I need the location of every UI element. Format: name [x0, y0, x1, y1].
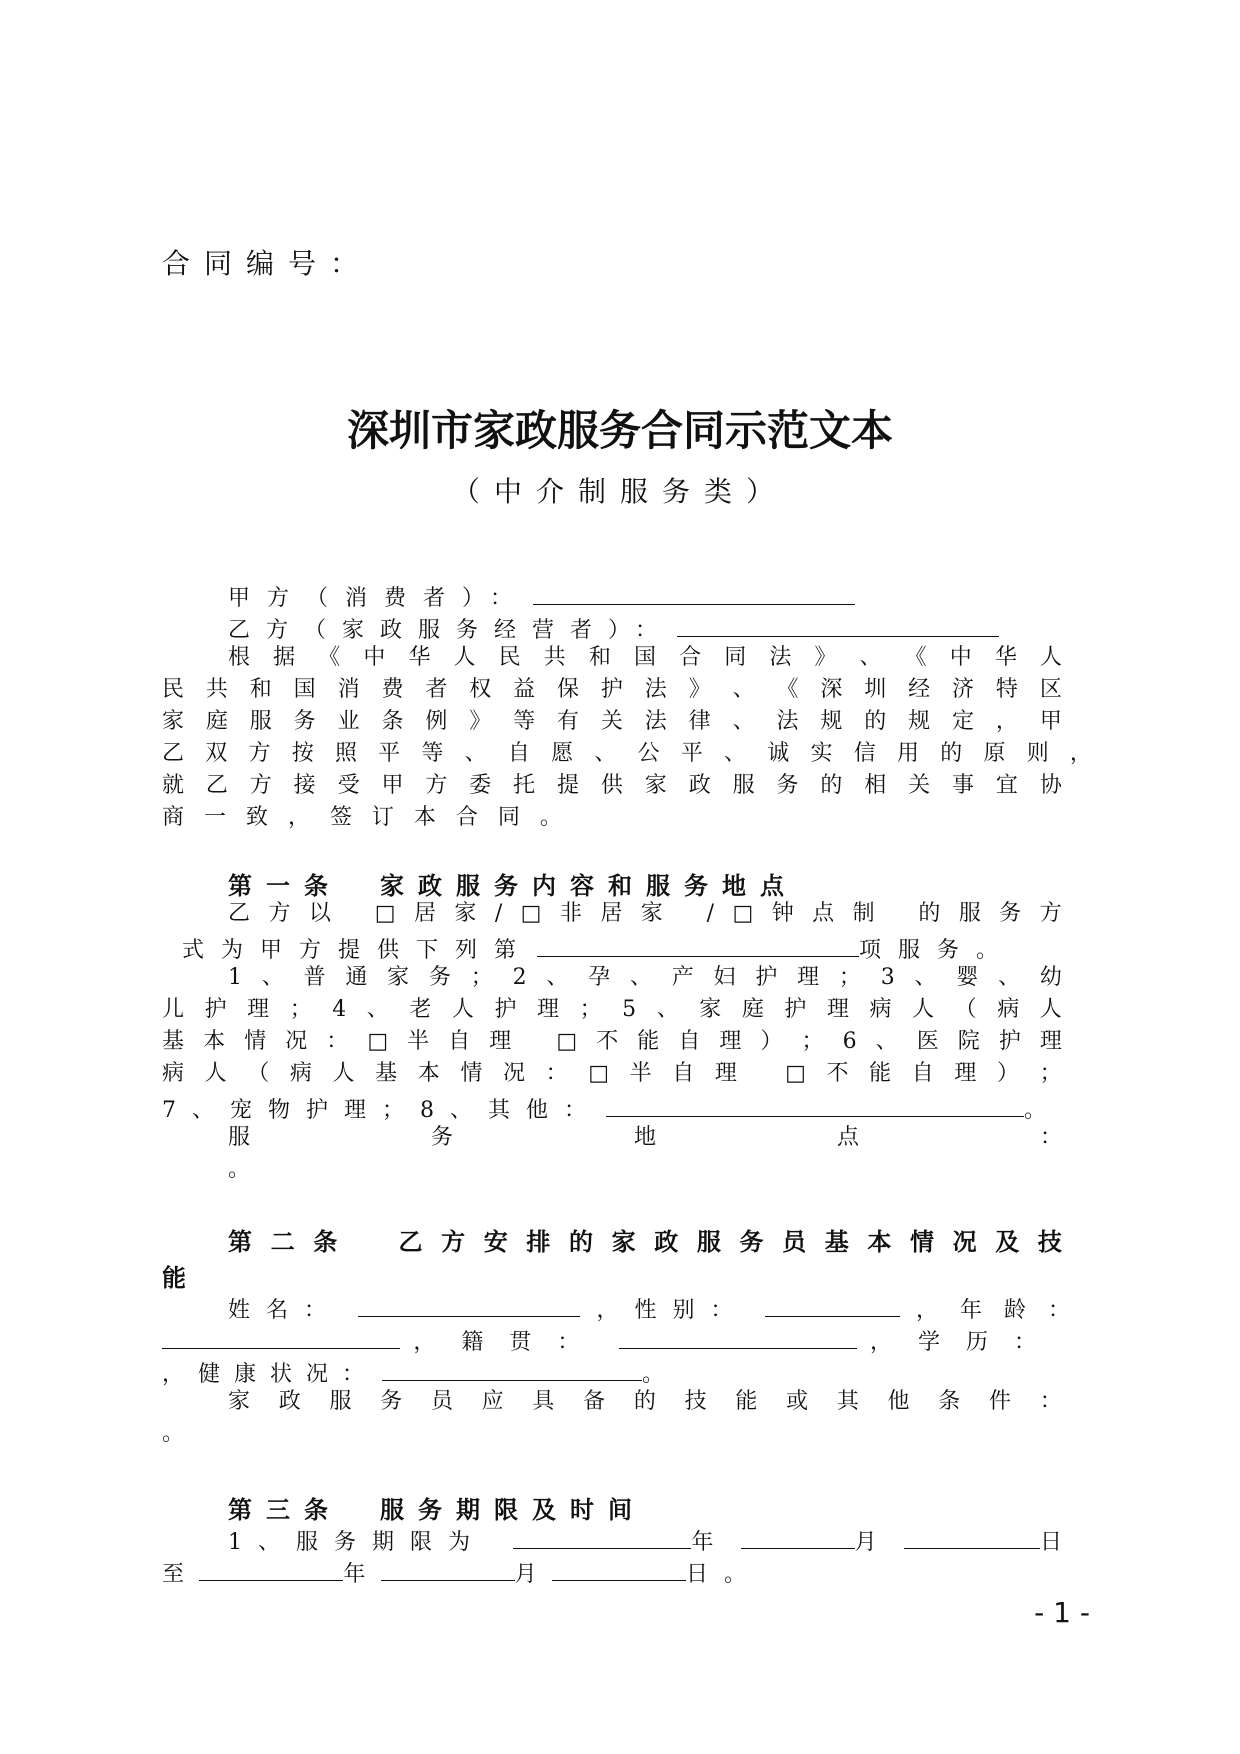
- contract-number-label: 合同编号：: [162, 247, 373, 280]
- service-location-line: 服 务 地 点 ：: [228, 1125, 1062, 1150]
- preamble-line-3: 家 庭 服 务 业 条 例 》 等 有 关 法 律 、 法 规 的 规 定 ， 甲: [162, 709, 1062, 734]
- staff-name-gender-age-line: [228, 1290, 1092, 1322]
- service-mode-end: 项服务。: [859, 938, 1016, 963]
- page-number: - 1 -: [1034, 1596, 1090, 1629]
- service-mode-text: 式为甲方提供下列第: [182, 938, 534, 963]
- end-month: [381, 1554, 537, 1591]
- start-month-blank: [741, 1522, 855, 1549]
- end-month-blank: [381, 1554, 515, 1581]
- health-blank: [382, 1354, 642, 1381]
- preamble-line-5: 就 乙 方 接 受 甲 方 委 托 提 供 家 政 服 务 的 相 关 事 宜 协: [162, 773, 1062, 798]
- party-a-line: [228, 578, 855, 610]
- end-year-label: 年: [343, 1562, 366, 1587]
- native-place-blank: [619, 1322, 857, 1349]
- article-3-heading: 第三条 服务期限及时间: [228, 1496, 646, 1524]
- education-label: ，学历：: [869, 1330, 1062, 1355]
- article-1-line-2: [182, 930, 1062, 962]
- staff-skills-line: 家 政 服 务 员 应 具 备 的 技 能 或 其 他 条 件 ：: [228, 1389, 1062, 1414]
- health-label: ，健康状况：: [162, 1362, 379, 1387]
- party-b-label: 乙方（家政服务经营者）：: [228, 618, 674, 643]
- start-day: [904, 1522, 1062, 1559]
- article-1-item-line-4: 病 人 （ 病 人 基 本 情 况 ： □ 半 自 理 □ 不 能 自 理 ） ；: [162, 1061, 1062, 1086]
- service-location-end: 。: [228, 1157, 251, 1182]
- party-b-blank: [677, 610, 999, 637]
- term-label: 1、服务期限为: [228, 1530, 486, 1555]
- end-year-blank: [199, 1554, 343, 1581]
- article-1-heading: 第一条 家政服务内容和服务地点: [228, 872, 798, 900]
- article-1-item-line-2: 儿 护 理 ； 4 、 老 人 护 理 ； 5 、 家 庭 护 理 病 人 （ 病 人: [162, 997, 1062, 1022]
- end-year: [199, 1554, 365, 1591]
- article-2-heading-line-1: 第 二 条 乙 方 安 排 的 家 政 服 务 员 基 本 情 况 及 技: [228, 1228, 1062, 1256]
- staff-skills-end: 。: [162, 1421, 185, 1446]
- article-2-heading-line-2: 能: [162, 1264, 186, 1292]
- staff-health-line: [162, 1354, 664, 1386]
- item-7-text: 7、宠物护理；8、其他：: [162, 1098, 602, 1123]
- party-a-blank: [533, 578, 855, 605]
- name-label: 姓名：: [228, 1298, 343, 1323]
- age-blank: [162, 1322, 400, 1349]
- preamble-line-2: 民 共 和 国 消 费 者 权 益 保 护 法 》 、 《 深 圳 经 济 特 区: [162, 677, 1062, 702]
- end-day-blank: [552, 1554, 686, 1581]
- other-items-blank: [606, 1090, 1024, 1117]
- preamble-line-6: 商 一 致 ， 签 订 本 合 同 。: [162, 805, 562, 830]
- start-year-blank: [513, 1522, 691, 1549]
- start-month-label: 月: [854, 1530, 877, 1555]
- service-term-line-2: [162, 1554, 762, 1586]
- age-label: ，年龄：: [915, 1298, 1092, 1323]
- preamble-line-4: 乙 双 方 按 照 平 等 、 自 愿 、 公 平 、 诚 实 信 用 的 原 则 ，: [162, 741, 1092, 766]
- service-items-blank: [537, 930, 859, 957]
- start-year-label: 年: [691, 1530, 714, 1555]
- name-blank: [358, 1290, 580, 1317]
- gender-label: ，性别：: [596, 1298, 749, 1323]
- article-1-item-line-5: [162, 1090, 1092, 1122]
- document-title: 深圳市家政服务合同示范文本: [346, 406, 893, 455]
- health-end: 。: [642, 1362, 665, 1387]
- start-day-blank: [904, 1522, 1040, 1549]
- party-a-label: 甲方（消费者）：: [228, 586, 530, 611]
- staff-native-education-line: [162, 1322, 1062, 1354]
- article-1-item-line-3: 基 本 情 况 ： □ 半 自 理 □ 不 能 自 理 ） ； 6 、 医 院 护 理: [162, 1029, 1062, 1054]
- end-month-label: 月: [514, 1562, 537, 1587]
- document-subtitle: （中介制服务类）: [451, 475, 788, 508]
- end-day-label: 日。: [685, 1562, 762, 1587]
- service-term-line-1: [228, 1522, 1062, 1554]
- end-day: [552, 1554, 762, 1591]
- native-label: ，籍贯：: [413, 1330, 606, 1355]
- article-1-item-line-1: 1 、 普 通 家 务 ； 2 、 孕 、 产 妇 护 理 ； 3 、 婴 、 幼: [228, 965, 1062, 990]
- party-b-line: [228, 610, 999, 642]
- start-day-label: 日: [1039, 1530, 1062, 1555]
- item-7-end: 。: [1024, 1098, 1047, 1123]
- gender-blank: [765, 1290, 900, 1317]
- article-1-line-1: 乙 方 以 □ 居 家 / □ 非 居 家 / □ 钟 点 制 的 服 务 方: [228, 901, 1062, 926]
- to-label: 至: [162, 1562, 185, 1587]
- preamble-line-1: 根 据 《 中 华 人 民 共 和 国 合 同 法 》 、 《 中 华 人: [228, 645, 1062, 670]
